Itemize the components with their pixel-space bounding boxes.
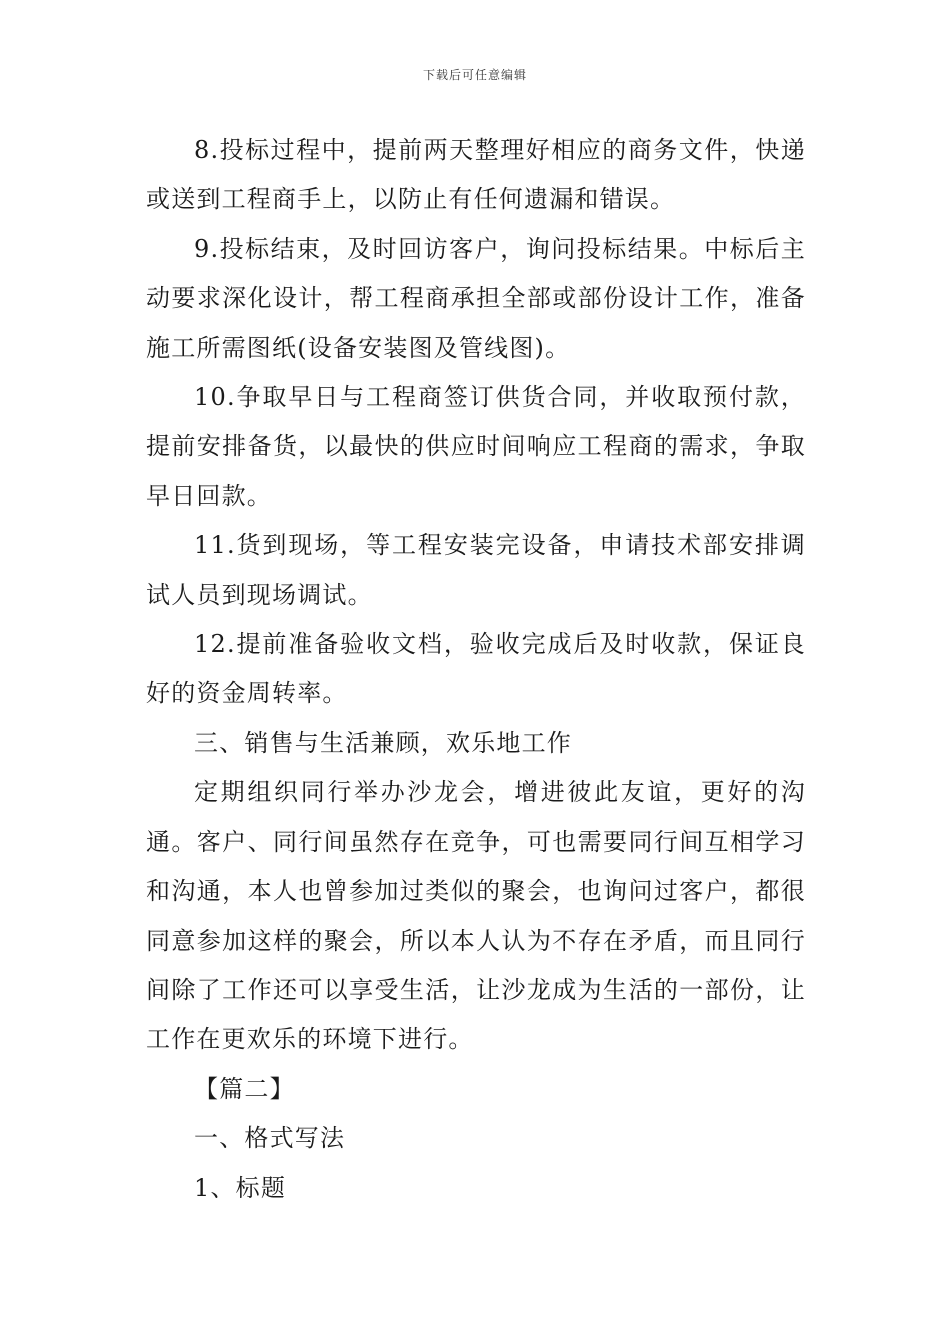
paragraph-item-10: 10.争取早日与工程商签订供货合同，并收取预付款，提前安排备货，以最快的供应时间响应工程商的需求，争取早日回款。 [146,383,806,510]
paragraph-item-8: 8.投标过程中，提前两天整理好相应的商务文件，快递或送到工程商手上，以防止有任何遗漏和错误。 [146,136,806,214]
chapter-heading-two: 【篇二】 [194,1074,295,1103]
paragraph-item-9: 9.投标结束，及时回访客户，询问投标结果。中标后主动要求深化设计，帮工程商承担全部或部份设计工作，准备施工所需图纸(设备安装图及管线图)。 [146,234,806,362]
section-heading-format: 一、格式写法 [194,1124,346,1153]
section-heading-three: 三、销售与生活兼顾，欢乐地工作 [194,728,572,757]
paragraph-item-12: 12.提前准备验收文档，验收完成后及时收款，保证良好的资金周转率。 [146,630,806,708]
salon-paragraph: 定期组织同行举办沙龙会，增进彼此友谊，更好的沟通。客户、同行间虽然存在竞争，可也需要同行间互相学习和沟通，本人也曾参加过类似的聚会，也询问过客户，都很同意参加这样的聚会，所以本人认为不存在矛盾，而且同行间除了工作还可以享受生活，让沙龙成为生活的一部份，让工作在更欢乐的环境下进行。 [146,778,806,1054]
document-body [146,126,806,1213]
page-header: 下载后可任意编辑 [422,68,527,82]
subheading-title: 1、标题 [194,1173,287,1202]
paragraph-item-11: 11.货到现场，等工程安装完设备，申请技术部安排调试人员到现场调试。 [146,531,806,609]
